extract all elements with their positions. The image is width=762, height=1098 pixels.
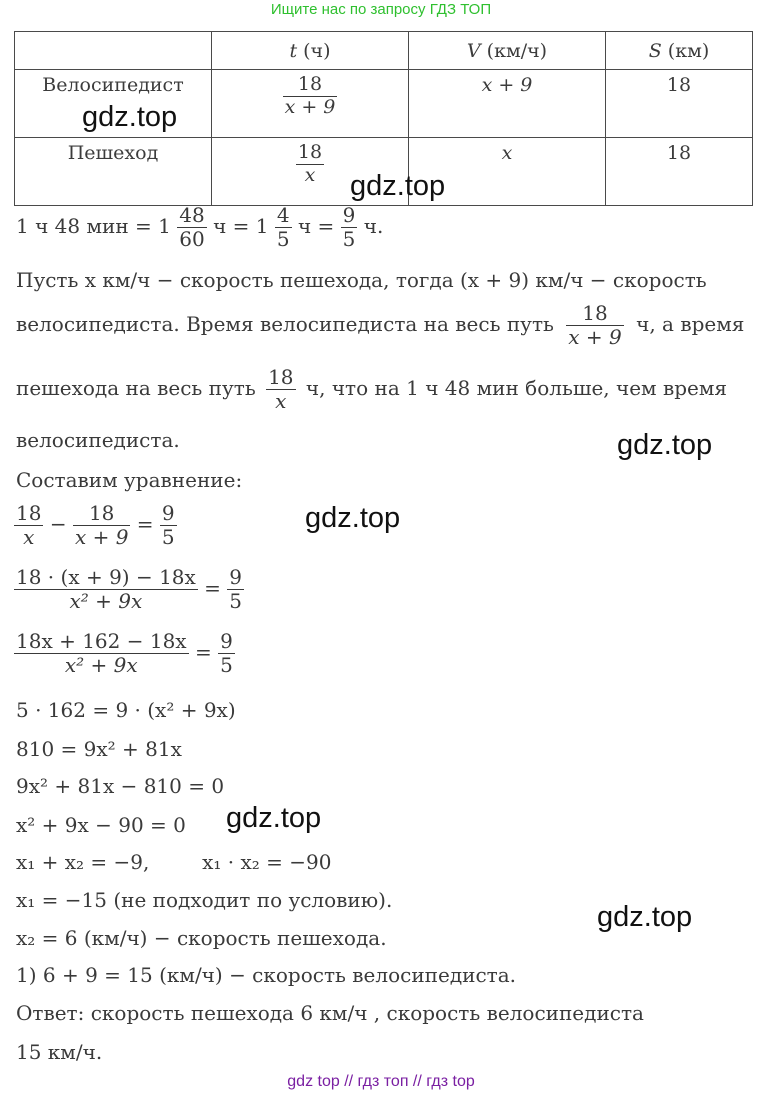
equation-fraction — [14, 630, 189, 677]
header-empty-cell — [15, 32, 212, 70]
equation-fraction — [160, 502, 177, 549]
conv-fraction — [275, 204, 292, 251]
watermark: gdz.top — [305, 502, 401, 534]
paragraph-line — [16, 366, 727, 413]
watermark: gdz.top — [350, 170, 446, 202]
time-fraction — [266, 366, 295, 413]
header-time-unit: (ч) — [303, 39, 331, 62]
equation-line — [14, 566, 244, 613]
search-banner: Ищите нас по запросу ГДЗ ТОП — [270, 1, 492, 18]
fraction-denominator: 5 — [342, 227, 356, 251]
equation-line: 810 = 9x² + 81x — [16, 737, 182, 761]
paragraph-text: велосипедиста. Время велосипедиста на весь путь — [16, 312, 554, 336]
equation-line: 5 · 162 = 9 · (x² + 9x) — [16, 698, 236, 722]
header-time-symbol: t — [289, 39, 298, 62]
footer-links[interactable]: gdz top // гдз топ // гдз top — [287, 1073, 475, 1090]
fraction-numerator: 48 — [179, 203, 205, 227]
header-distance — [606, 32, 753, 70]
operator: − — [49, 512, 67, 536]
paragraph-text: пешехода на весь путь — [16, 376, 256, 400]
watermark: gdz.top — [82, 101, 178, 133]
row-speed: x + 9 — [409, 70, 606, 138]
fraction-denominator: x — [275, 389, 287, 413]
fraction-numerator: 9 — [342, 203, 356, 227]
paragraph-line: велосипедиста. — [16, 428, 180, 452]
paragraph-line: Составим уравнение: — [16, 468, 243, 492]
fraction-numerator: 18 — [268, 365, 294, 389]
conv-fraction — [177, 204, 206, 251]
operator: = — [204, 576, 221, 600]
table-header-row — [15, 32, 753, 70]
row-time — [212, 70, 409, 138]
fraction-numerator: 18 — [566, 302, 623, 326]
fraction-numerator: 9 — [220, 629, 233, 653]
watermark: gdz.top — [226, 802, 322, 834]
operator: = — [136, 512, 154, 536]
answer-line: Ответ: скорость пешехода 6 км/ч , скорость велосипедиста — [16, 1001, 644, 1025]
watermark: gdz.top — [597, 901, 693, 933]
time-conversion — [16, 204, 383, 251]
fraction-denominator: 5 — [161, 525, 175, 549]
fraction-denominator: x + 9 — [74, 525, 129, 549]
header-distance-symbol: S — [648, 39, 662, 62]
fraction-denominator: 5 — [229, 589, 243, 613]
time-fraction — [283, 74, 338, 119]
header-time — [212, 32, 409, 70]
paragraph-text: ч, а время — [636, 312, 745, 336]
equation-line: x² + 9x − 90 = 0 — [16, 813, 186, 837]
equation-line: x₁ = −15 (не подходит по условию). — [16, 888, 393, 912]
fraction-numerator: 9 — [161, 501, 175, 525]
time-fraction — [296, 142, 324, 187]
equation-fraction — [14, 502, 43, 549]
vieta-sum: x₁ + x₂ = −9, — [16, 850, 150, 874]
fraction-denominator: x — [23, 525, 35, 549]
conv-fraction — [341, 204, 358, 251]
header-speed — [409, 32, 606, 70]
conv-part: 1 ч 48 мин = 1 — [16, 214, 171, 238]
fraction-denominator: 5 — [220, 653, 233, 677]
fraction-numerator: 18 — [283, 74, 338, 97]
watermark: gdz.top — [617, 429, 713, 461]
fraction-numerator: 18 — [297, 141, 323, 163]
fraction-denominator: x + 9 — [284, 95, 336, 118]
fraction-numerator: 9 — [229, 565, 243, 589]
paragraph-line: Пусть x км/ч − скорость пешехода, тогда (x + 9) км/ч − скорость — [16, 268, 707, 292]
fraction-denominator: 60 — [179, 227, 205, 251]
time-fraction — [566, 302, 623, 349]
row-name: Пешеход — [15, 138, 212, 206]
header-distance-unit: (км) — [667, 39, 710, 62]
conv-part: ч = — [297, 214, 335, 238]
fraction-denominator: x² + 9x — [64, 653, 138, 677]
equation-line: x₂ = 6 (км/ч) − скорость пешехода. — [16, 926, 387, 950]
header-speed-symbol: V — [466, 39, 481, 62]
row-distance: 18 — [606, 138, 753, 206]
fraction-numerator: 18 — [73, 502, 130, 526]
equation-fraction — [14, 566, 198, 613]
conv-part: ч. — [363, 214, 384, 238]
answer-line: 15 км/ч. — [16, 1040, 103, 1064]
operator: = — [194, 640, 212, 664]
equation-fraction — [218, 630, 235, 677]
fraction-denominator: 5 — [276, 227, 290, 251]
fraction-denominator: x — [304, 163, 316, 186]
equation-fraction — [227, 566, 244, 613]
row-speed: x — [409, 138, 606, 206]
paragraph-line — [16, 302, 744, 349]
fraction-denominator: x² + 9x — [69, 589, 143, 613]
fraction-numerator: 4 — [276, 203, 290, 227]
equation-line: 9x² + 81x − 810 = 0 — [16, 774, 225, 798]
fraction-numerator: 18 · (x + 9) − 18x — [16, 565, 196, 589]
fraction-numerator: 18x + 162 − 18x — [16, 629, 187, 653]
paragraph-text: ч, что на 1 ч 48 мин больше, чем время — [305, 376, 728, 400]
row-name: Велосипедист — [15, 70, 212, 138]
equation-line — [14, 502, 177, 549]
equation-fraction — [73, 502, 130, 549]
conv-part: ч = 1 — [213, 214, 269, 238]
equation-line: 1) 6 + 9 = 15 (км/ч) − скорость велосипедиста. — [16, 963, 517, 987]
fraction-denominator: x + 9 — [568, 325, 622, 349]
equation-line — [16, 850, 331, 874]
row-distance: 18 — [606, 70, 753, 138]
header-speed-unit: (км/ч) — [486, 39, 548, 62]
equation-line — [14, 630, 235, 677]
vieta-product: x₁ · x₂ = −90 — [202, 850, 332, 874]
fraction-numerator: 18 — [16, 501, 42, 525]
